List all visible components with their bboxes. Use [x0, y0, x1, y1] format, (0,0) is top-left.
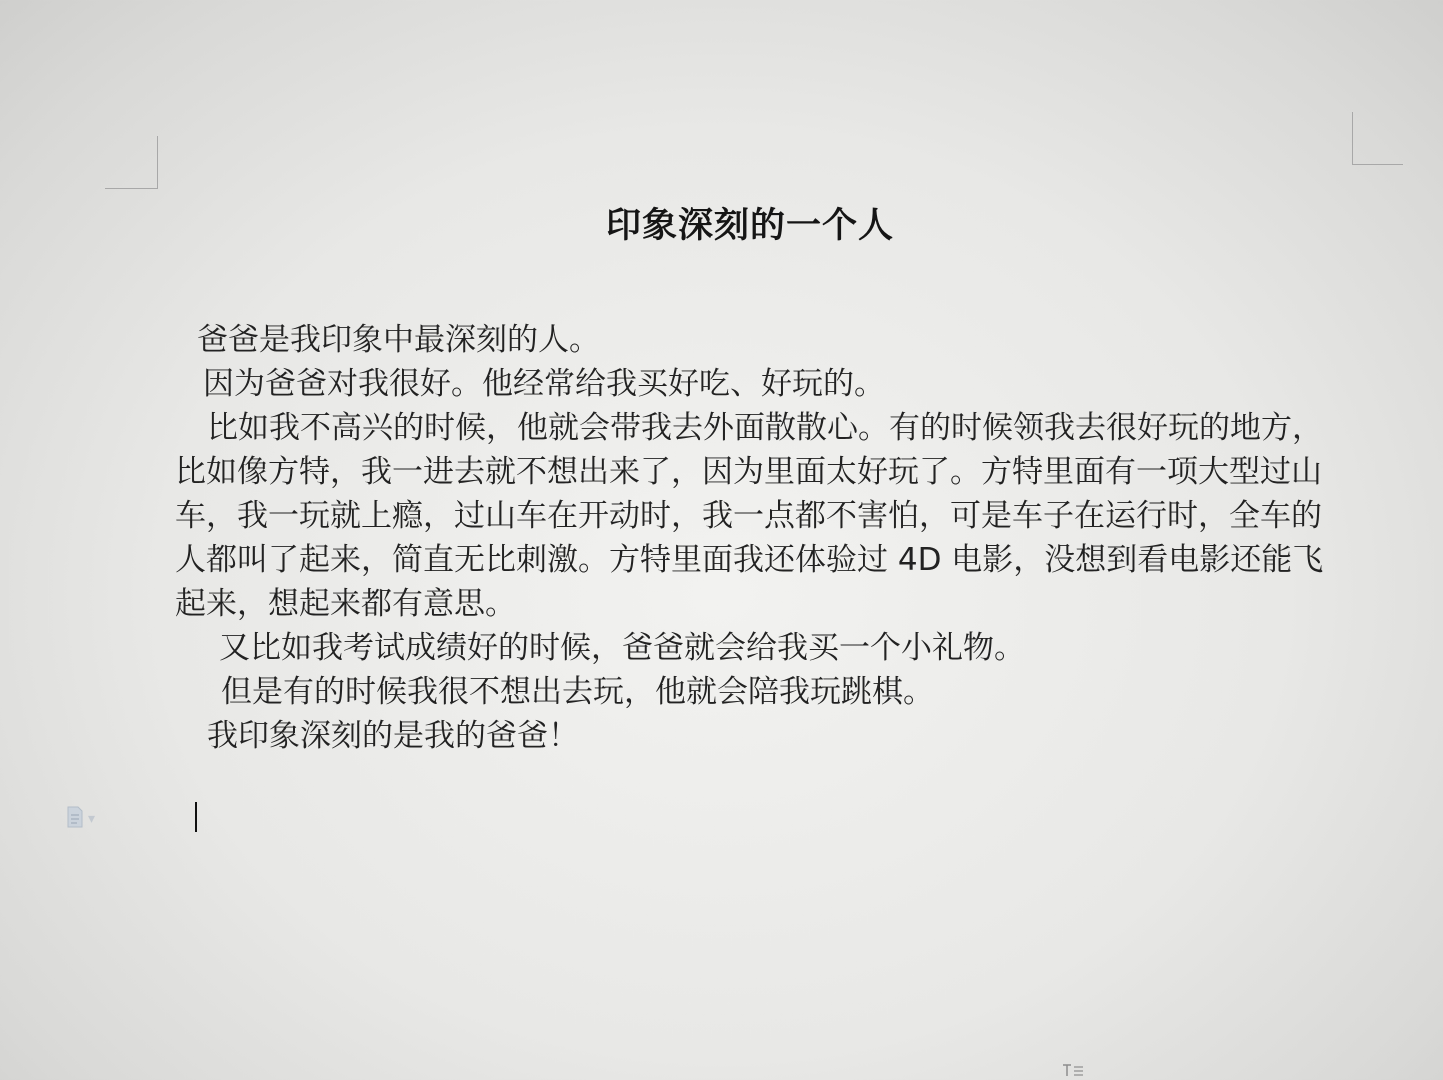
paragraph-3[interactable]: 比如我不高兴的时候，他就会带我去外面散散心。有的时候领我去很好玩的地方，比如像方特，我一进去就不想出来了，因为里面太好玩了。方特里面有一项大型过山车，我一玩就上瘾，过山车在开动时，我一点都不害怕，可是车子在运行时，全车的人都叫了起来，简直无比刺激。方特里面我还体验过 4D 电影，没想到看电影还能飞起来，想起来都有意思。 [175, 410, 1324, 622]
paragraph-4[interactable]: 又比如我考试成绩好的时候，爸爸就会给我买一个小礼物。 [219, 630, 1025, 666]
margin-corner-mark-top-left [105, 136, 158, 189]
document-paragraph-icon[interactable]: ▾ [66, 806, 84, 828]
paragraph-1[interactable]: 爸爸是我印象中最深刻的人。 [197, 322, 600, 358]
paragraph-5[interactable]: 但是有的时候我很不想出去玩，他就会陪我玩跳棋。 [221, 674, 934, 710]
margin-corner-mark-top-right [1352, 112, 1403, 165]
document-title[interactable]: 印象深刻的一个人 [605, 205, 894, 246]
paragraph-2[interactable]: 因为爸爸对我很好。他经常给我买好吃、好玩的。 [203, 366, 885, 402]
document-body[interactable] [175, 318, 1345, 758]
text-format-icon [1062, 1063, 1084, 1080]
paragraph-6[interactable]: 我印象深刻的是我的爸爸！ [207, 718, 579, 754]
text-cursor [195, 802, 197, 832]
